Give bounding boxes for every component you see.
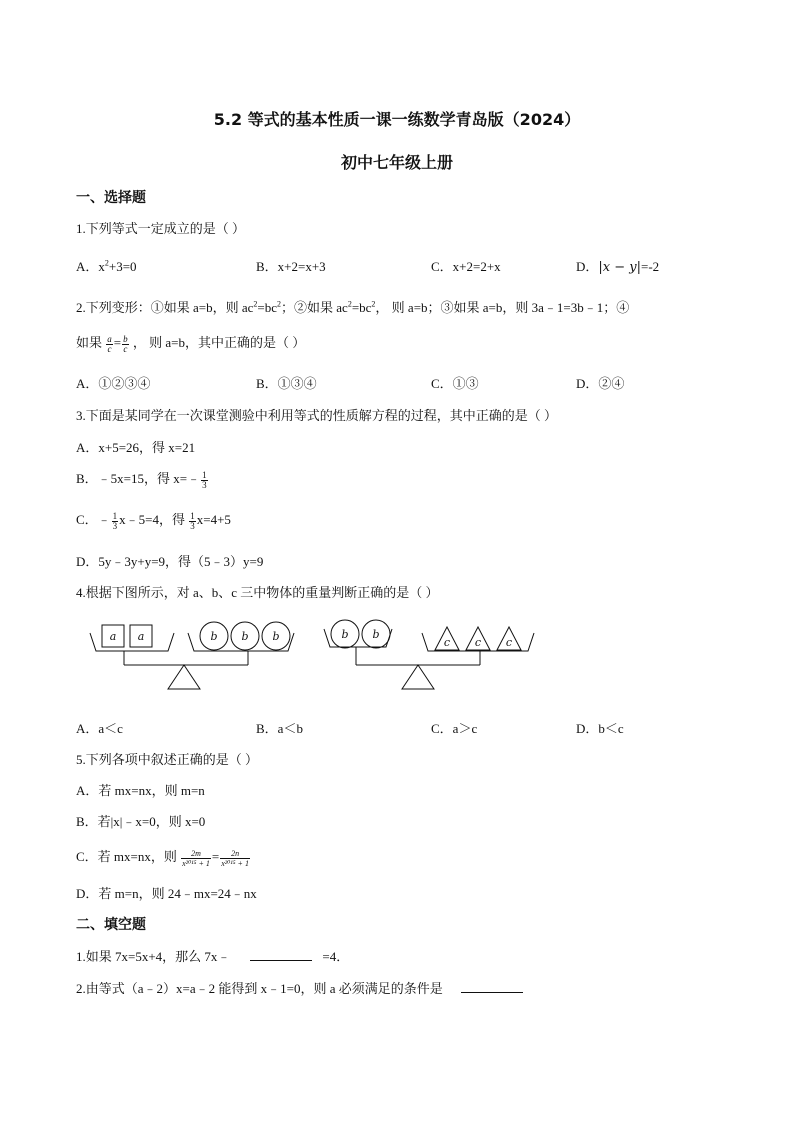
question-1-stem: 1.下列等式一定成立的是（ ）: [76, 221, 246, 236]
q4-option-b: B．a＜b: [256, 721, 303, 736]
question-2-line-2: 如果 $\frac{a}{c}$ = $\frac{b}{c}$ ， 则 a=b，其中正确的是（ ）: [76, 333, 306, 354]
section-heading-choice: 一、选择题: [76, 190, 146, 206]
q3-option-a: A．x+5=26，得 x=21: [76, 440, 196, 455]
label-b: b: [210, 630, 218, 643]
document-subtitle: 初中七年级上册: [340, 153, 453, 172]
left-balance-scale: [90, 622, 294, 689]
q5-option-b: B．若|x|﹣x=0，则 x=0: [76, 814, 206, 829]
section-heading-fill-blank: 二、填空题: [76, 917, 146, 933]
label-a: a: [137, 630, 145, 643]
q3-option-c: C．﹣ $\frac{1}{3}$ x﹣5=4，得 $\frac{1}{3}$ x=4+5: [76, 510, 231, 531]
label-a: a: [109, 630, 117, 643]
q2-option-c: C．①③: [431, 376, 479, 391]
document-title: 5.2 等式的基本性质一课一练数学青岛版（2024）: [213, 110, 581, 129]
q3-option-d: D．5y﹣3y+y=9，得（5﹣3）y=9: [76, 554, 264, 569]
question-2-line-1: 2.下列变形：①如果 a=b，则 $ac^2=bc^2$；②如果 $ac^2=bc^2$， 则 a=b；③如果 a=b，则 3a﹣1=3b﹣1；④: [76, 299, 630, 315]
label-c: c: [505, 636, 513, 649]
fraction-b-over-c: $\frac{b}{c}$: [123, 333, 128, 354]
label-b: b: [272, 630, 280, 643]
balance-scales-figure: [88, 615, 558, 695]
right-scale-fulcrum: [402, 665, 434, 689]
q2-option-a: A．①②③④: [76, 376, 151, 391]
question-3-stem: 3.下面是某同学在一次课堂测验中利用等式的性质解方程的过程，其中正确的是（ ）: [76, 408, 558, 423]
left-scale-left-pan: [90, 633, 174, 651]
q5-option-d: D．若 m=n，则 24﹣mx=24﹣nx: [76, 886, 257, 901]
answer-blank[interactable]: [461, 992, 523, 993]
label-c: c: [474, 636, 482, 649]
q1-option-a: A．$x^2+3=0$: [76, 258, 137, 274]
q2-option-b: B．①③④: [256, 376, 317, 391]
q4-option-d: D．b＜c: [576, 721, 624, 736]
q4-option-a: A．a＜c: [76, 721, 123, 736]
q2-option-d: D．②④: [576, 376, 625, 391]
q5-option-c: C．若 mx=nx，则 $\frac{2m}{\text{x²⁰¹⁵ + 1}}$ = $\frac{2n}{\text{x²⁰¹⁵ + 1}}$: [76, 848, 249, 868]
label-b: b: [241, 630, 249, 643]
q1-option-d: D．|x − y|=-2: [576, 259, 660, 275]
fill-question-1: 1.如果 7x=5x+4，那么 7x﹣ =4．: [76, 949, 350, 964]
right-balance-scale: [324, 620, 534, 689]
label-b: b: [372, 628, 380, 641]
answer-blank[interactable]: [250, 960, 312, 961]
fill-question-2: 2.由等式（a﹣2）x=a﹣2 能得到 x﹣1=0，则 a 必须满足的条件是: [76, 978, 523, 997]
question-4-stem: 4.根据下图所示，对 a、b、c 三中物体的重量判断正确的是（ ）: [76, 585, 439, 600]
q3-option-b: B．﹣5x=15，得 x=﹣ $\frac{1}{3}$: [76, 469, 207, 490]
q1-option-b: B．x+2=x+3: [256, 259, 326, 274]
label-c: c: [443, 636, 451, 649]
fraction-a-over-c: $\frac{a}{c}$: [107, 333, 112, 354]
q5-option-a: A．若 mx=nx，则 m=n: [76, 783, 205, 798]
left-scale-fulcrum: [168, 665, 200, 689]
q1-option-c: C．x+2=2+x: [431, 259, 501, 274]
q4-option-c: C．a＞c: [431, 721, 478, 736]
label-b: b: [341, 628, 349, 641]
question-5-stem: 5.下列各项中叙述正确的是（ ）: [76, 752, 259, 767]
